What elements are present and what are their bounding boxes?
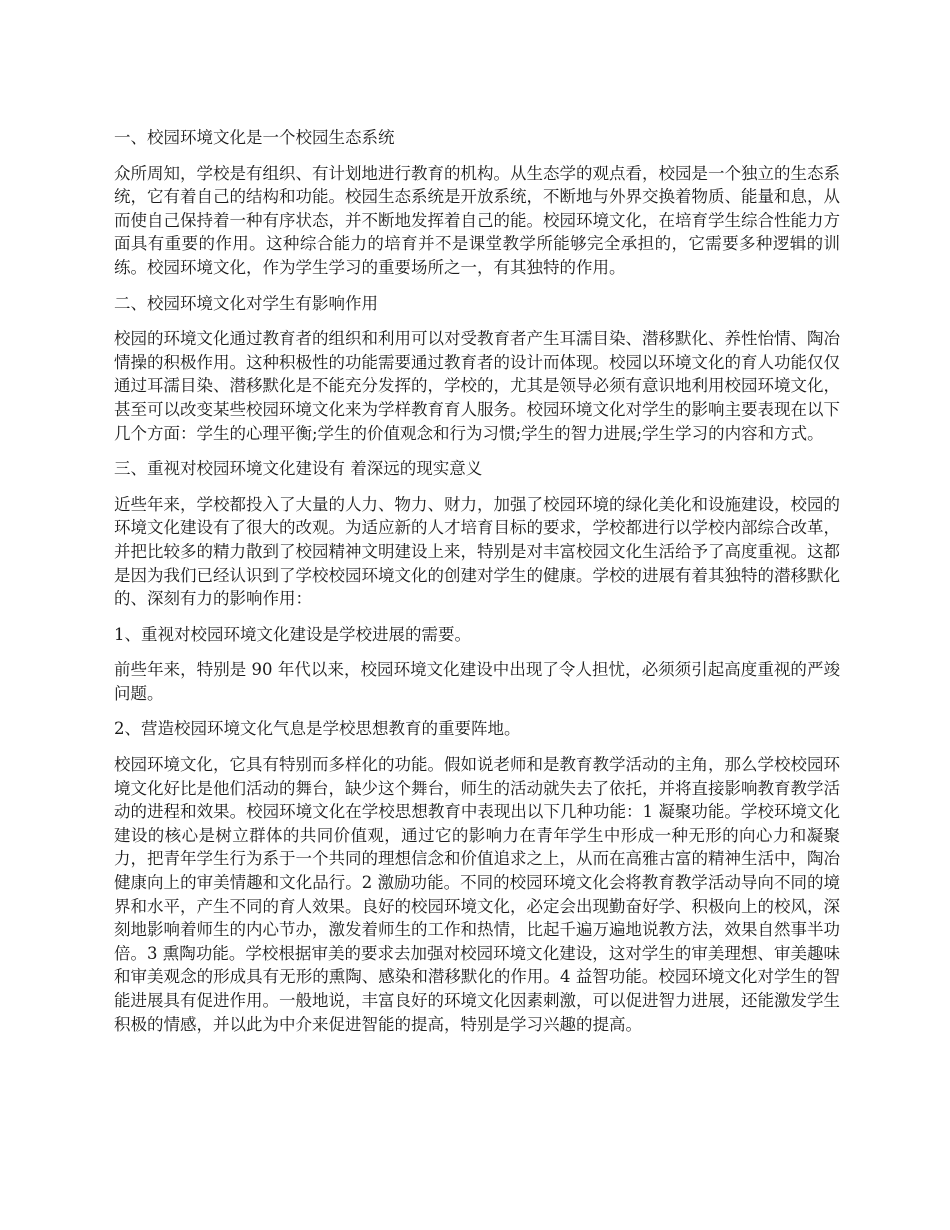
paragraph-4: 前些年来，特别是 90 年代以来，校园环境文化建设中出现了令人担忧，必须须引起高度重视的严竣问题。 (114, 660, 840, 703)
paragraph-2: 校园的环境文化通过教育者的组织和利用可以对受教育者产生耳濡目染、潜移默化、养性怡情、陶冶情操的积极作用。这种积极性的功能需要通过教育者的设计而体现。校园以环境文化的育人功能仅仅通过耳濡目染、潜移默化是不能充分发挥的，学校的，尤其是领导必须有意识地利用校园环境文化，甚至可以改变某些校园环境文化来为学样教育育人服务。校园环境文化对学生的影响主要表现在以下几个方面：学生的心理平衡;学生的价值观念和行为习惯;学生的智力进展;学生学习的内容和方式。 (114, 329, 840, 443)
subsection-heading-2: 2、营造校园环境文化气息是学校思想教育的重要阵地。 (114, 719, 521, 739)
paragraph-1: 众所周知，学校是有组织、有计划地进行教育的机构。从生态学的观点看，校园是一个独立的生态系统，它有着自己的结构和功能。校园生态系统是开放系统，不断地与外界交换着物质、能量和息，从而使自己保持着一种有序状态，并不断地发挥着自己的能。校园环境文化，在培育学生综合性能力方面具有重要的作用。这种综合能力的培育并不是课堂教学所能够完全承担的，它需要多种逻辑的训练。校园环境文化，作为学生学习的重要场所之一，有其独特的作用。 (114, 163, 840, 277)
section-heading-1: 一、校园环境文化是一个校园生态系统 (114, 128, 395, 147)
paragraph-3: 近些年来，学校都投入了大量的人力、物力、财力，加强了校园环境的绿化美化和设施建设，校园的环境文化建设有了很大的改观。为适应新的人才培育目标的要求，学校都进行以学校内部综合改革，并把比较多的精力散到了校园精神文明建设上来，特别是对丰富校园文化生活给予了高度重视。这都是因为我们已经认识到了学校校园环境文化的创建对学生的健康。学校的进展有着其独特的潜移默化的、深刻有力的影响作用： (114, 494, 840, 609)
section-heading-3: 三、重视对校园环境文化建设有 着深远的现实意义 (114, 459, 483, 479)
document-page (114, 126, 840, 1048)
paragraph-5: 校园环境文化，它具有特别而多样化的功能。假如说老师和是教育教学活动的主角，那么学校校园环境文化好比是他们活动的舞台，缺少这个舞台，师生的活动就失去了依托，并将直接影响教育教学活动的进程和效果。校园环境文化在学校思想教育中表现出以下几种功能：1 凝聚功能。学校环境文化建设的核心是树立群体的共同价值观，通过它的影响力在青年学生中形成一种无形的向心力和凝聚力，把青年学生行为系于一个共同的理想信念和价值追求之上，从而在高雅古富的精神生活中，陶冶健康向上的审美情趣和文化品行。2 激励功能。不同的校园环境文化会将教育教学活动导向不同的境界和水平，产生不同的育人效果。良好的校园环境文化，必定会出现勤奋好学、积极向上的校风，深刻地影响着师生的内心节办，激发着师生的工作和热情，比起千遍万遍地说教方法，效果自然事半功倍。3 熏陶功能。学校根据审美的要求去加强对校园环境文化建设，这对学生的审美理想、审美趣味和审美观念的形成具有无形的熏陶、感染和潜移默化的作用。4 益智功能。校园环境文化对学生的智能进展具有促进作用。一般地说，丰富良好的环境文化因素刺激，可以促进智力进展，还能激发学生积极的情感，并以此为中介来促进智能的提高，特别是学习兴趣的提高。 (114, 755, 840, 1034)
subsection-heading-1: 1、重视对校园环境文化建设是学校进展的需要。 (114, 624, 471, 644)
section-heading-2: 二、校园环境文化对学生有影响作用 (114, 293, 378, 313)
